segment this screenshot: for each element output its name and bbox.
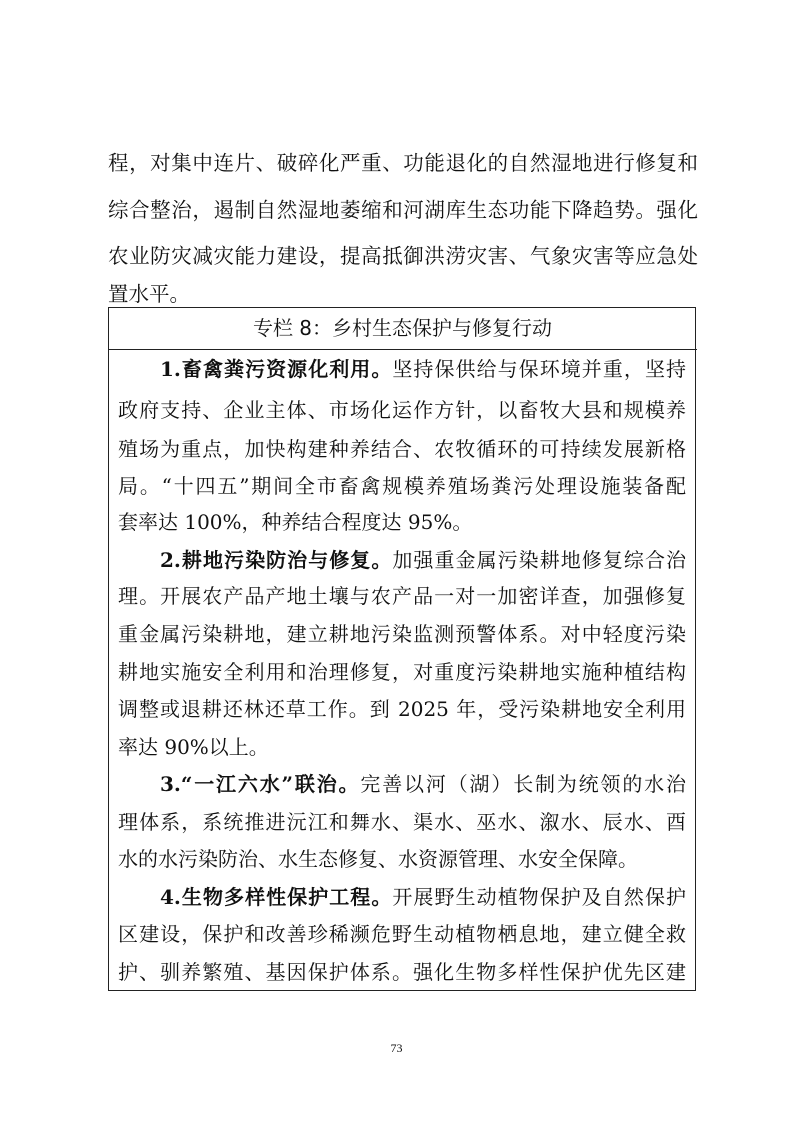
item-2-first-text: 加强重金属污染耕地修复综合治 bbox=[392, 548, 686, 572]
item-2-line-5: 调整或退耕还林还草工作。到 2025 年，受污染耕地安全利用 bbox=[118, 697, 686, 721]
item-4-line-3: 护、驯养繁殖、基因保护体系。强化生物多样性保护优先区建 bbox=[118, 960, 686, 984]
item-1-first-text: 坚持保供给与保环境并重，坚持 bbox=[392, 357, 686, 381]
item-3-line-3: 水的水污染防治、水生态修复、水资源管理、水安全保障。 bbox=[118, 847, 638, 871]
item-2-line-4: 耕地实施安全利用和治理修复，对重度污染耕地实施种植结构 bbox=[118, 660, 686, 684]
item-3-first-text: 完善以河（湖）长制为统领的水治 bbox=[360, 772, 687, 796]
item-1-line-4: 局。“十四五”期间全市畜禽规模养殖场粪污处理设施装备配 bbox=[118, 474, 686, 498]
item-3-heading: 3.“一江六水”联治。 bbox=[160, 772, 361, 796]
column-title: 专栏 8：乡村生态保护与修复行动 bbox=[252, 316, 553, 340]
intro-line-4: 置水平。 bbox=[108, 282, 190, 306]
item-2-heading: 2.耕地污染防治与修复。 bbox=[160, 548, 393, 572]
column-title-divider bbox=[108, 349, 697, 350]
item-1-line-5: 套率达 100%，种养结合程度达 95%。 bbox=[118, 510, 473, 534]
item-1-line-3: 殖场为重点，加快构建种养结合、农牧循环的可持续发展新格 bbox=[118, 437, 686, 461]
item-4-first-text: 开展野生动植物保护及自然保护 bbox=[392, 885, 686, 909]
item-1-line-2: 政府支持、企业主体、市场化运作方针，以畜牧大县和规模养 bbox=[118, 398, 686, 422]
item-4-line-2: 区建设，保护和改善珍稀濒危野生动植物栖息地，建立健全救 bbox=[118, 922, 686, 946]
item-2-line-1 bbox=[160, 548, 686, 572]
page-number: 73 bbox=[390, 1041, 403, 1055]
intro-line-1: 程，对集中连片、破碎化严重、功能退化的自然湿地进行修复和 bbox=[108, 151, 698, 175]
intro-line-2: 综合整治，遏制自然湿地萎缩和河湖库生态功能下降趋势。强化 bbox=[108, 198, 698, 222]
item-4-heading: 4.生物多样性保护工程。 bbox=[160, 885, 393, 909]
item-3-line-2: 理体系，系统推进沅江和舞水、渠水、巫水、溆水、辰水、酉 bbox=[118, 810, 686, 834]
item-3-line-1 bbox=[160, 772, 686, 796]
intro-line-3: 农业防灾减灾能力建设，提高抵御洪涝灾害、气象灾害等应急处 bbox=[108, 244, 698, 268]
item-1-heading: 1.畜禽粪污资源化利用。 bbox=[160, 357, 393, 381]
item-2-line-3: 重金属污染耕地，建立耕地污染监测预警体系。对中轻度污染 bbox=[118, 622, 686, 646]
item-4-line-1 bbox=[160, 885, 686, 909]
item-2-line-2: 理。开展农产品产地土壤与农产品一对一加密详查，加强修复 bbox=[118, 584, 686, 608]
item-1-line-1 bbox=[160, 357, 686, 381]
item-2-line-6: 率达 90%以上。 bbox=[118, 735, 269, 759]
